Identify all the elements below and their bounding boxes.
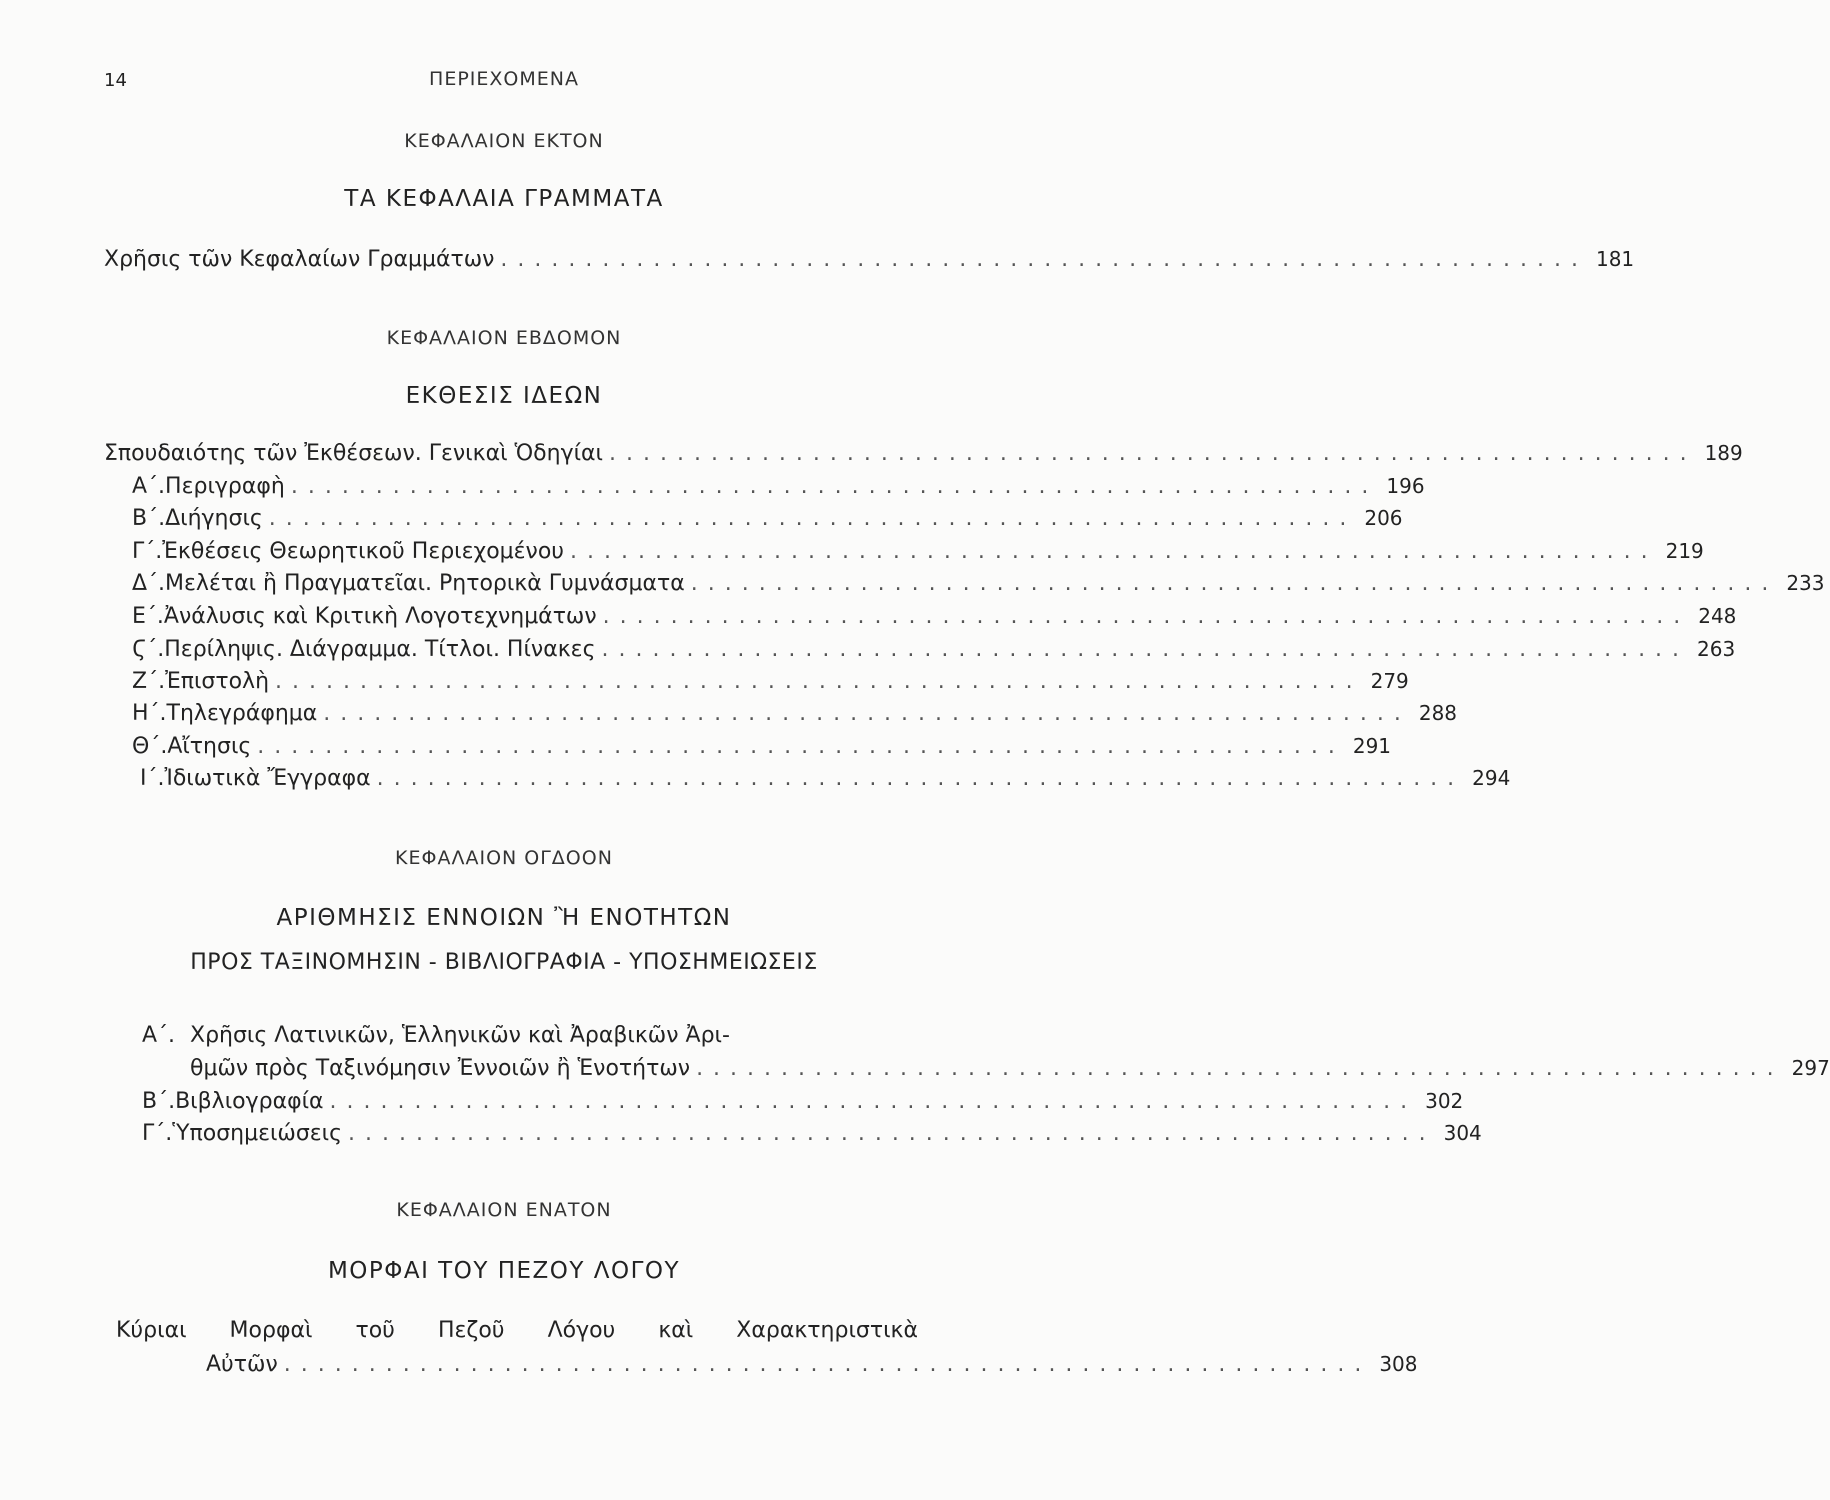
chapter-8-label: ΚΕΦΑΛΑΙΟΝ ΟΓΔΟΟΝ <box>395 847 613 869</box>
toc-entry[interactable] <box>132 571 1825 596</box>
entry-page: 279 <box>1370 669 1409 693</box>
chapter-9-title: ΜΟΡΦΑΙ ΤΟΥ ΠΕΖΟΥ ΛΟΓΟΥ <box>327 1258 681 1284</box>
entry-page: 304 <box>1443 1121 1482 1145</box>
toc-entry-first-line[interactable] <box>116 1318 918 1343</box>
entry-text: Χρῆσις τῶν Κεφαλαίων Γραμμάτων <box>104 247 495 272</box>
entry-page: 308 <box>1379 1352 1418 1376</box>
leader-dots: ................................................................ <box>696 1056 1784 1081</box>
leader-dots: ................................................................ <box>602 604 1691 629</box>
chapter-6-label: ΚΕΦΑΛΑΙΟΝ ΕΚΤΟΝ <box>404 130 604 152</box>
chapter-8-title-line-1: ΑΡΙΘΜΗΣΙΣ ΕΝΝΟΙΩΝ Ἢ ΕΝΟΤΗΤΩΝ <box>276 905 732 931</box>
entry-text: Ἀνάλυσις καὶ Κριτικὴ Λογοτεχνημάτων <box>163 604 597 629</box>
entry-page: 219 <box>1665 539 1704 563</box>
entry-text: Περιγραφὴ <box>165 474 285 499</box>
toc-entry[interactable] <box>132 604 1737 629</box>
toc-entry[interactable] <box>132 669 1409 694</box>
chapter-9-label: ΚΕΦΑΛΑΙΟΝ ΕΝΑΤΟΝ <box>396 1199 612 1221</box>
entry-page: 297 <box>1791 1056 1830 1080</box>
leader-dots: ................................................................ <box>601 637 1690 662</box>
leader-dots: ................................................................ <box>570 539 1658 564</box>
entry-number: Δ΄. <box>132 571 166 596</box>
toc-entry[interactable] <box>142 1121 1482 1146</box>
leader-dots: ................................................................ <box>690 571 1779 596</box>
entry-number: Ϛ΄. <box>132 637 165 662</box>
chapter-8-title-line-2: ΠΡΟΣ ΤΑΞΙΝΟΜΗΣΙΝ - ΒΙΒΛΙΟΓΡΑΦΙΑ - ΥΠΟΣΗΜΕΙΩΣΕΙΣ <box>190 950 818 975</box>
entry-page: 181 <box>1595 247 1635 271</box>
entry-page: 288 <box>1418 701 1458 725</box>
entry-number: Η΄. <box>132 701 167 726</box>
leader-dots: ................................................................ <box>283 1352 1372 1377</box>
entry-text: Τηλεγράφημα <box>166 701 318 726</box>
entry-text: Ἐκθέσεις Θεωρητικοῦ Περιεχομένου <box>162 539 565 564</box>
entry-page: 189 <box>1704 441 1743 465</box>
leader-dots: ................................................................ <box>290 474 1379 499</box>
leader-dots: ................................................................ <box>376 766 1465 791</box>
chapter-7-title: ΕΚΘΕΣΙΣ ΙΔΕΩΝ <box>405 383 603 409</box>
entry-text: Διήγησις <box>165 506 263 531</box>
entry-text: Μελέται ἢ Πραγματεῖαι. Ρητορικὰ Γυμνάσματα <box>165 571 685 596</box>
leader-dots: ................................................................ <box>257 734 1345 759</box>
entry-text: Βιβλιογραφία <box>175 1089 324 1114</box>
toc-entry[interactable] <box>132 701 1458 726</box>
entry-page: 248 <box>1698 604 1737 628</box>
toc-entry[interactable] <box>206 1352 1418 1377</box>
entry-page: 233 <box>1786 571 1825 595</box>
chapter-6-title: ΤΑ ΚΕΦΑΛΑΙΑ ΓΡΑΜΜΑΤΑ <box>344 186 664 212</box>
entry-text: Ἰδιωτικὰ Ἔγγραφα <box>164 766 371 791</box>
leader-dots: ................................................................ <box>348 1121 1436 1146</box>
entry-number: Ι΄. <box>140 766 165 791</box>
leader-dots: ................................................................ <box>500 247 1588 272</box>
entry-text: Ἐπιστολὴ <box>165 669 270 694</box>
leader-dots: ................................................................ <box>323 701 1411 726</box>
toc-entry[interactable] <box>140 766 1511 791</box>
entry-text: Ὑποσημειώσεις <box>172 1121 343 1146</box>
entry-number: Α΄. <box>132 474 166 499</box>
entry-number: Ε΄. <box>132 604 164 629</box>
entry-page: 291 <box>1352 734 1392 758</box>
toc-entry[interactable] <box>132 539 1704 564</box>
entry-page: 263 <box>1697 637 1736 661</box>
entry-number: Ζ΄. <box>132 669 166 694</box>
entry-text: Σπουδαιότης τῶν Ἐκθέσεων. Γενικαὶ Ὁδηγίαι <box>104 441 603 466</box>
running-head: ΠΕΡΙΕΧΟΜΕΝΑ <box>429 68 579 90</box>
toc-entry[interactable] <box>142 1089 1464 1114</box>
toc-entry[interactable] <box>132 474 1425 499</box>
entry-text: Περίληψις. Διάγραμμα. Τίτλοι. Πίνακες <box>164 637 596 662</box>
entry-number: Γ΄. <box>132 539 163 564</box>
toc-entry-first-line[interactable] <box>142 1023 730 1048</box>
entry-text: θμῶν πρὸς Ταξινόμησιν Ἐννοιῶν ἢ Ἑνοτήτων <box>190 1056 691 1081</box>
entry-text: Αὐτῶν <box>206 1352 278 1377</box>
entry-text: Κύριαι Μορφαὶ τοῦ Πεζοῦ Λόγου καὶ Χαρακτηριστικὰ <box>116 1318 918 1343</box>
entry-text: Χρῆσις Λατινικῶν, Ἑλληνικῶν καὶ Ἀραβικῶν Ἀρι- <box>190 1023 730 1048</box>
leader-dots: ................................................................ <box>268 506 1357 531</box>
entry-number: Γ΄. <box>142 1121 173 1146</box>
entry-number: Θ΄. <box>132 734 168 759</box>
entry-page: 206 <box>1364 506 1403 530</box>
entry-page: 294 <box>1472 766 1511 790</box>
toc-entry[interactable] <box>104 247 1635 272</box>
entry-page: 302 <box>1425 1089 1464 1113</box>
leader-dots: ................................................................ <box>609 441 1697 466</box>
entry-text: Αἴτησις <box>167 734 252 759</box>
entry-number: Α΄. <box>142 1023 176 1048</box>
toc-entry[interactable] <box>132 734 1392 759</box>
toc-entry[interactable] <box>104 441 1743 466</box>
toc-entry[interactable] <box>132 637 1736 662</box>
toc-entry[interactable] <box>132 506 1403 531</box>
chapter-7-label: ΚΕΦΑΛΑΙΟΝ ΕΒΔΟΜΟΝ <box>386 327 622 349</box>
entry-page: 196 <box>1386 474 1425 498</box>
entry-number: Β΄. <box>132 506 166 531</box>
entry-number: Β΄. <box>142 1089 176 1114</box>
leader-dots: ................................................................ <box>329 1089 1418 1114</box>
leader-dots: ................................................................ <box>275 669 1363 694</box>
page-number: 14 <box>104 70 127 91</box>
toc-entry[interactable] <box>190 1056 1830 1081</box>
